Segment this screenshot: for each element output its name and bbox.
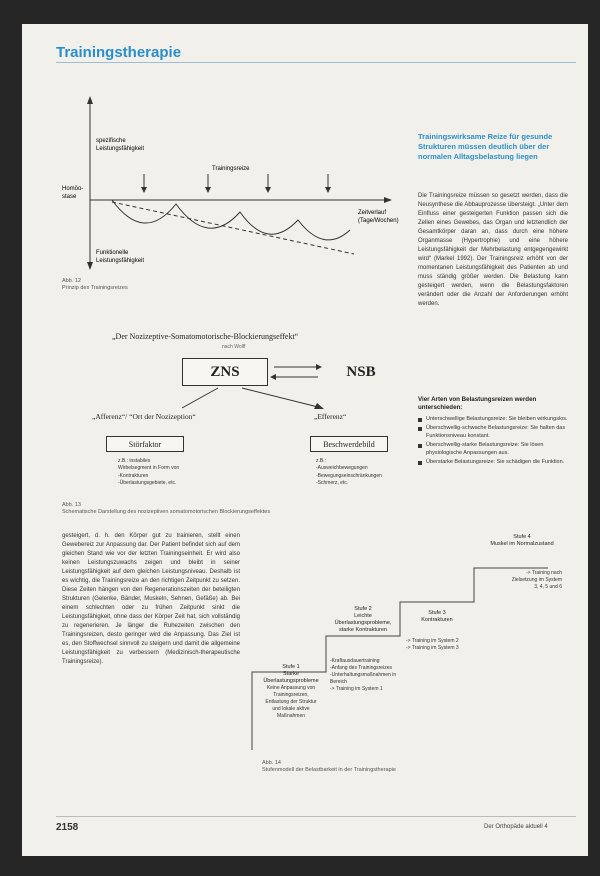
list-item: Wirbelsegment in Form von <box>118 465 180 472</box>
list-item: Keine Anpassung von <box>266 685 316 692</box>
figure2-title: „Der Nozizeptive-Somatomotorische-Blockierungseffekt“ <box>112 332 299 341</box>
list-item: Bereich <box>330 679 347 685</box>
list-item: und lokale aktive <box>272 706 310 713</box>
zns-nsb-arrows <box>268 358 324 386</box>
afferenz-efferenz-arrows <box>122 386 382 412</box>
list-item: -Kraftausdauertraining <box>330 658 380 664</box>
step4-title: Stufe 4 <box>513 534 531 540</box>
list-item: 3, 4, 5 und 6 <box>534 584 562 590</box>
efferenz-label: „Efferenz“ <box>314 412 347 421</box>
list-item: Entlastung der Struktur <box>265 699 317 706</box>
figure3-caption-text: Stufenmodell der Belastbarkeit in der Trainingstherapie <box>262 767 396 774</box>
body-text: gesteigert, d. h. den Körper gut zu trainieren, stellt einen Gewebereiz zur Anpassung dar. Der Patient befindet sich auf dem gleichen Stand wie vor der letzten Trainingseinheit. Er wird also keinen Leistungszuwachs zeigen und bleibt in seiner Leistungsfähigkeit auf dem gleichen Leistungsniveau. Deshalb ist es wichtig, die Trainingsreize an den richtigen Zeitpunkt zu setzen. Diese Zeiten hängen von den Regenerationszeiten der beteiligten Strukturen (Gelenke, Bänder, Muskeln, Sehnen, Gefäße) ab. Bei einem schlechten oder zu frühen Zeitpunkt sinkt die Leistungsfähigkeit, ohne dass der Körper Zeit hat, sich vollständig zu regenerieren. Je länger die Ruhezeiten zwischen den Trainingsreizen, desto geringer wird die Anpassung. Das Ziel ist es, den Stoffwechsel sinnvoll zu steigern und damit die allgemeine Leistungsfähigkeit zu verbessern (Medizinisch-therapeutische Trainingsreize). <box>62 533 240 665</box>
step1 <box>260 664 322 720</box>
step4 <box>482 534 562 548</box>
step2-title: Stufe 2 <box>354 606 372 612</box>
step3 <box>404 610 470 624</box>
zeit-label-1: Zeitverlauf <box>358 210 387 216</box>
reize-label: Trainingsreize <box>212 166 250 172</box>
afferenz-label: „Afferenz“/ “Ort der Nozizeption“ <box>92 412 196 421</box>
beschwerdebild-list <box>316 458 382 487</box>
y-bottom-label-2: Leistungsfähigkeit <box>96 258 145 264</box>
right-column-subheading: Vier Arten von Belastungsreizen werden unterschieden: <box>418 396 537 412</box>
right-column-heading: Trainingswirksame Reize für gesunde Strukturen müssen deutlich über der normalen Alltagsbelastung liegen <box>418 132 553 161</box>
beschwerdebild-box: Beschwerdebild <box>310 436 388 452</box>
list-item: -Ausweichbewegungen <box>316 465 368 472</box>
list-item: -Bewegungseinschränkungen <box>316 472 382 479</box>
step1-name: Starke Überlastungsprobleme <box>263 671 319 685</box>
header-rule <box>56 62 576 63</box>
step3-title: Stufe 3 <box>428 610 446 616</box>
y-top-label-1: spezifische <box>96 138 126 144</box>
list-item: -> Training im System 2 <box>406 638 459 644</box>
step3-name: Kontrakturen <box>421 617 453 624</box>
step4-desc <box>488 570 562 591</box>
step1-title: Stufe 1 <box>282 664 300 670</box>
step2-name: Leichte Überlastungsprobleme, starke Kontrakturen <box>334 613 392 634</box>
list-item: -Kontrakturen <box>118 472 149 479</box>
step2 <box>328 606 398 635</box>
list-item: z.B.: <box>316 458 327 464</box>
page-title: Trainingstherapie <box>56 44 182 61</box>
homeo-label-2: stase <box>62 194 77 200</box>
regeneration-curve <box>112 200 350 240</box>
figure1-caption <box>62 278 128 292</box>
step4-name: Muskel im Normalzustand <box>490 541 554 548</box>
y-top-label-2: Leistungsfähigkeit <box>96 146 145 152</box>
list-item: -Überlastungsgebiete, etc. <box>118 479 177 486</box>
figure1-caption-text: Prinzip des Trainingsreizes <box>62 285 128 292</box>
list-item: z.B.: instabiles <box>118 458 151 464</box>
list-item: Überschwellig-starke Belastungsreize: Sie lösen physiologische Anpassungen aus. <box>418 442 568 458</box>
stoerfaktor-list <box>118 458 179 487</box>
page-number: 2158 <box>56 822 79 833</box>
figure2-caption-number: Abb. 13 <box>62 502 81 508</box>
figure2-caption <box>62 502 412 516</box>
nsb-label: NSB <box>346 363 376 380</box>
figure2-caption-text: Schematische Darstellung des nozizeptiven somatomotorischen Blockierungseffektes <box>62 509 271 516</box>
zeit-label-2: (Tage/Wochen) <box>358 218 399 224</box>
y-bottom-label-1: Funktionelle <box>96 250 129 256</box>
homeo-label-1: Homöo- <box>62 186 84 192</box>
stimulus-types-list <box>418 416 568 468</box>
journal-name: Der Orthopäde aktuell 4 <box>484 824 548 830</box>
step3-desc <box>406 638 480 652</box>
list-item: Unterschwellige Belastungsreize: Sie bleiben wirkungslos. <box>418 416 568 424</box>
list-item: -Anfang des Trainingsreizes <box>330 665 392 671</box>
list-item: -> Training im System 3 <box>406 645 459 651</box>
footer-rule <box>56 816 576 817</box>
figure-training-stimulus <box>62 94 417 274</box>
list-item: Zielsetzung im System <box>511 577 562 583</box>
step2-desc <box>330 658 410 693</box>
document-page <box>22 24 588 856</box>
figure2-subtitle: nach Wolff <box>222 344 246 350</box>
figure3-caption-number: Abb. 14 <box>262 760 281 766</box>
list-item: -Unterhaltungsmaßnahmen in <box>330 672 397 678</box>
figure1-caption-number: Abb. 12 <box>62 278 81 284</box>
zns-box: ZNS <box>182 358 268 386</box>
right-column-paragraph: Die Trainingsreize müssen so gesetzt werden, dass die Neusynthese die Abbauprozesse übersteigt. „Unter dem Einfluss einer gesteigerten Funktion passen sich die Zellen eines Gewebes, das Organ und letztendlich der Gesamtkörper daran an, dass durch eine höhere Organmasse (Hypertrophie) und eine höhere Leistungsfähigkeit der Mehrbelastung entgegengewirkt wird“ (Markel 1992). Der Trainingsreiz erhöht von der momentanen Leistungsfähigkeit des Patienten ab und muss ständig größer werden. Die Belastung kann gesteigert werden, wenn die Belastungsfaktoren verändert oder die Anzahl der Anforderungen erhöht werden. <box>418 193 568 307</box>
list-item: -Schmerz, etc. <box>316 479 349 486</box>
list-item: Überstarke Belastungsreize: Sie schädigen die Funktion. <box>418 459 568 467</box>
stimulus-arrows <box>141 174 331 193</box>
list-item: Trainingsreizen, <box>273 692 309 699</box>
figure3-caption <box>262 760 462 774</box>
decline-line <box>112 202 354 254</box>
list-item: -> Training nach <box>526 570 562 576</box>
list-item: Überschwellig-schwache Belastungsreize: Sie halten das Funktionsniveau konstant. <box>418 425 568 441</box>
list-item: -> Training im System 1 <box>330 686 383 692</box>
step1-desc <box>260 685 322 720</box>
stoerfaktor-box: Störfaktor <box>106 436 184 452</box>
list-item: Maßnahmen <box>276 713 306 720</box>
